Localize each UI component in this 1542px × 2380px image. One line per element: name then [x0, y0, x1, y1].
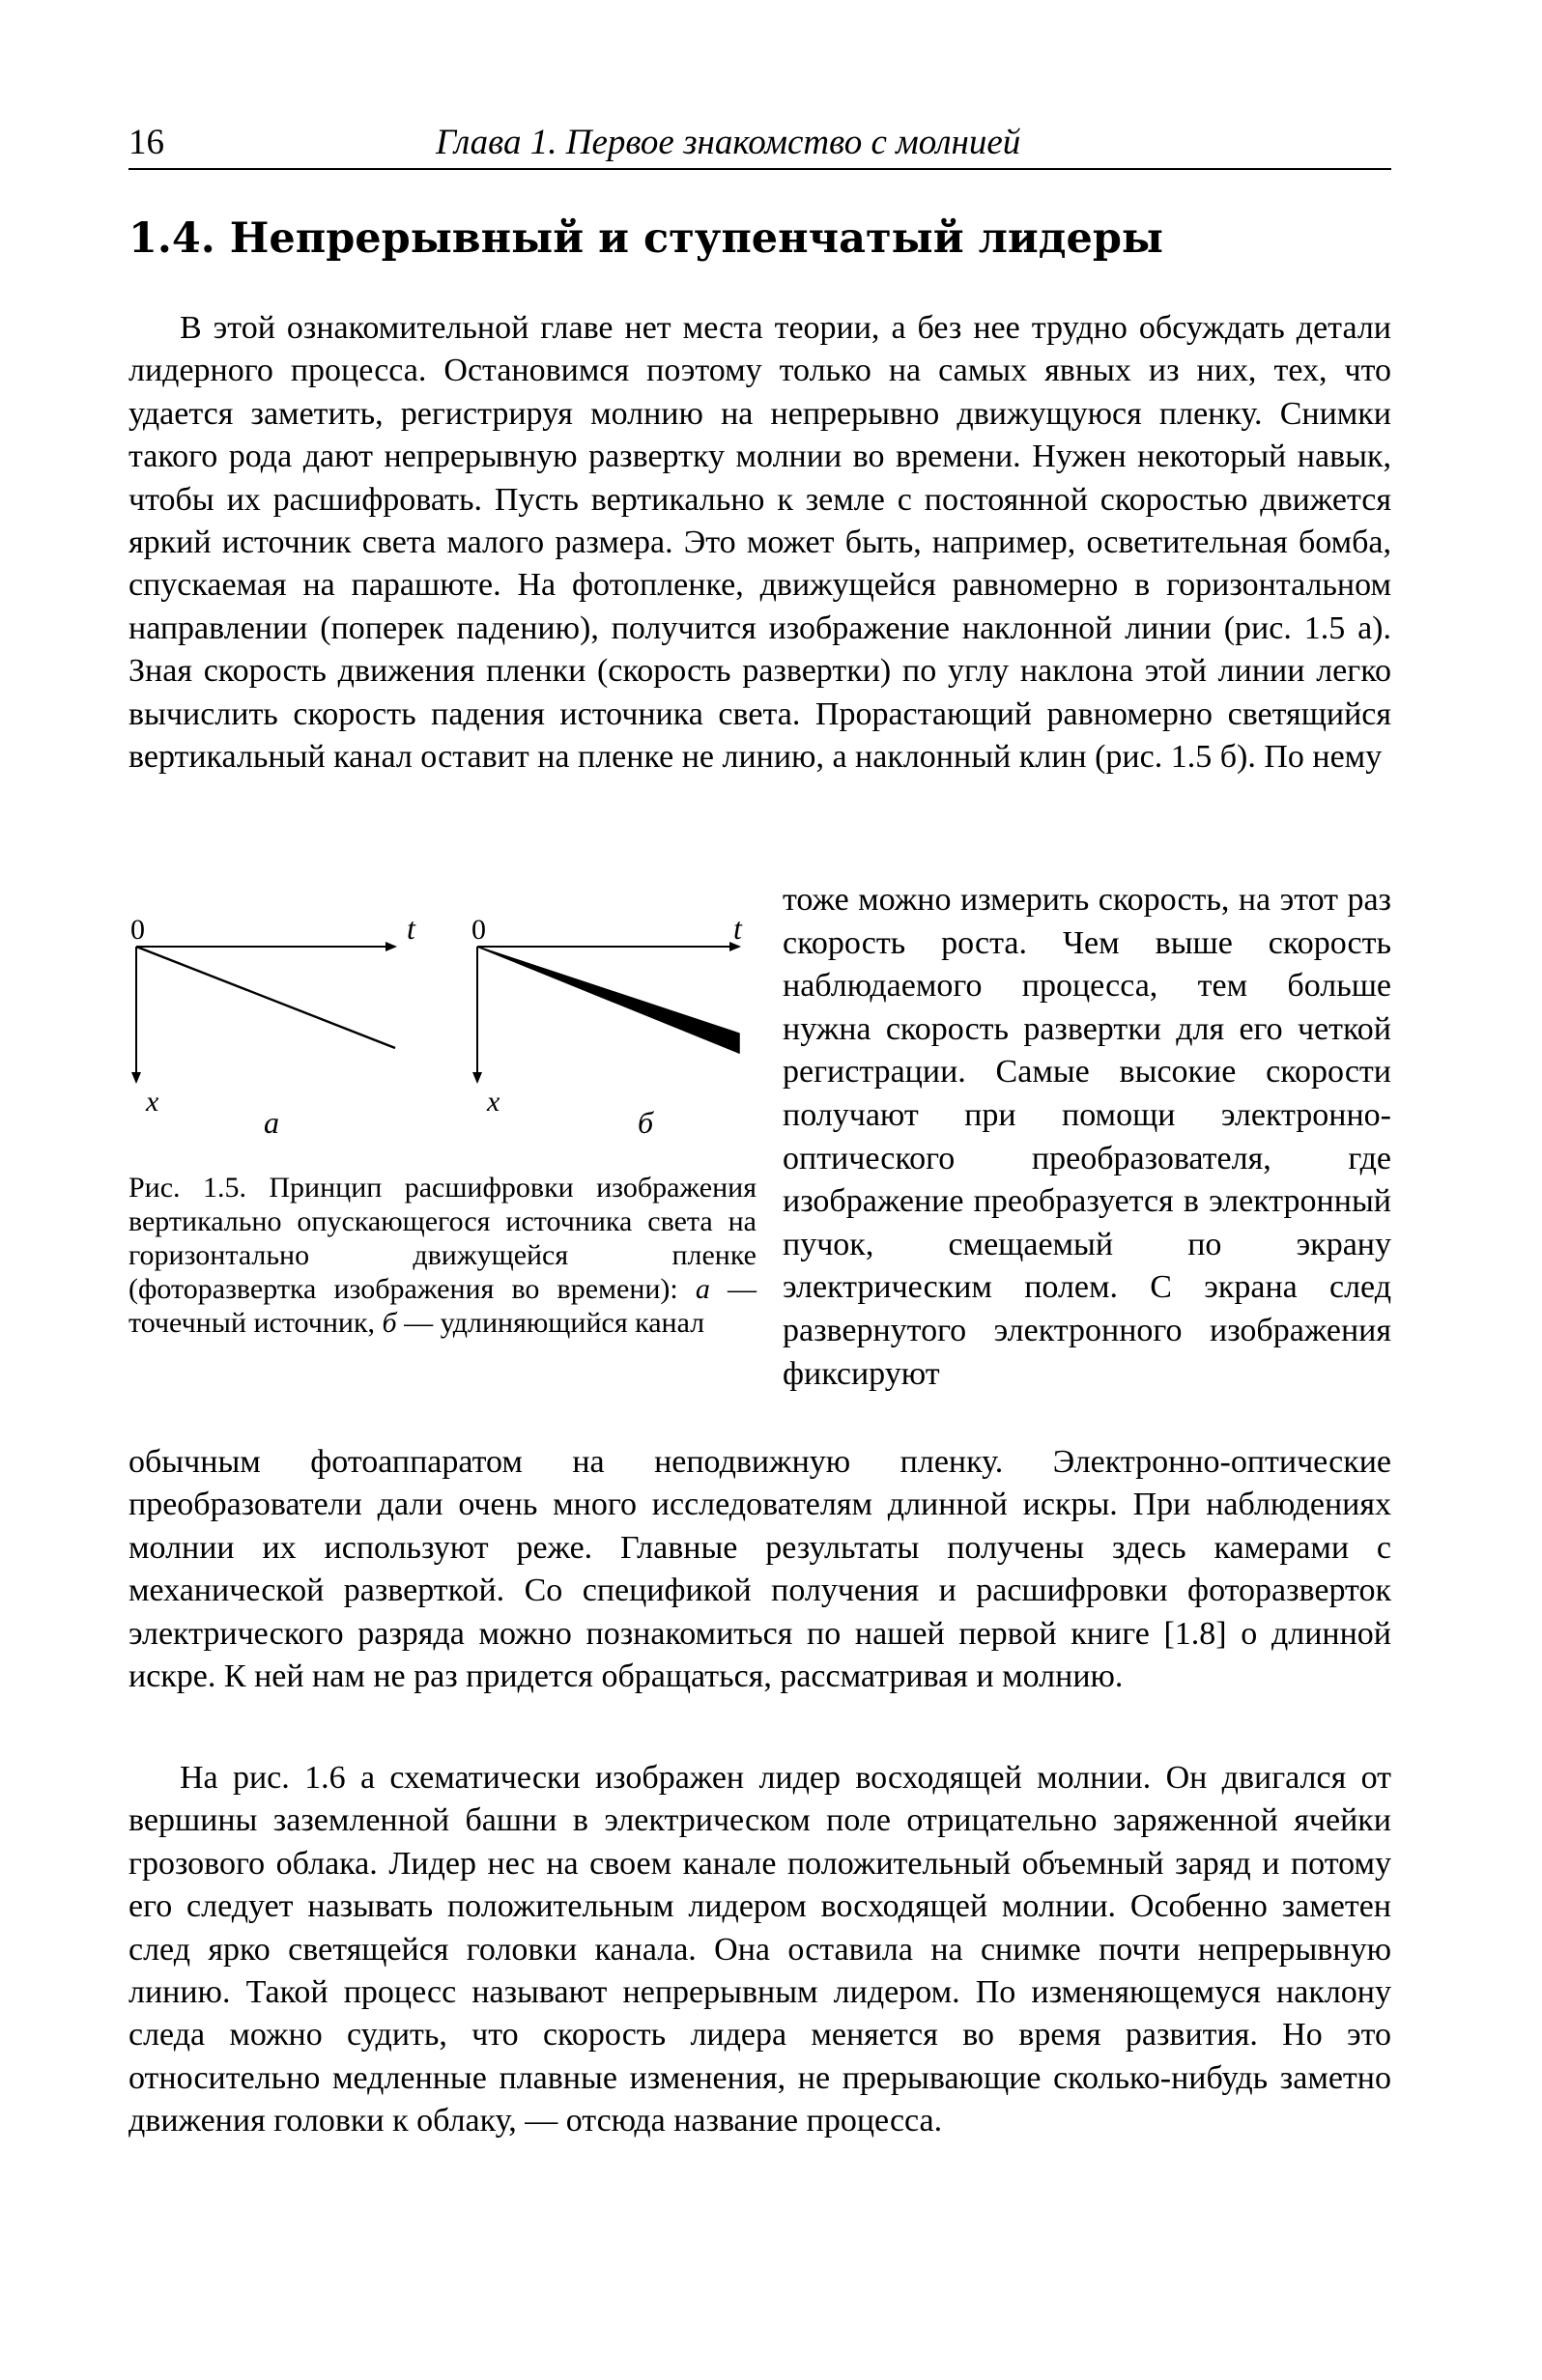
caption-a-text: — точечный источник, [128, 1273, 757, 1339]
panel-a-t-label: t [407, 918, 415, 946]
panel-b-x-label: x [487, 1086, 500, 1118]
panel-b [471, 918, 743, 1140]
figure-1-5 [128, 918, 757, 1339]
figure-caption [128, 1171, 757, 1340]
panel-b-trace-wedge [477, 947, 739, 1053]
caption-letter-b: б [382, 1307, 397, 1339]
figure-diagram [128, 918, 757, 1159]
panel-b-t-label: t [733, 918, 742, 946]
paragraph-side: тоже можно измерить скорость, на этот раз скорость роста. Чем выше скорость наблюдаемого процесса, тем больше нужна скорость развертки для его четкой регистрации. Самые высокие скорости получают при помощи электронно-оптического преобразователя, где изображение преобразуется в электронный пучок, смещаемый по экрану электрическим полем. С экрана след развернутого электронного изображения фиксируют [783, 882, 1391, 1392]
panel-a-origin-label: 0 [130, 918, 145, 946]
page-number: 16 [128, 123, 164, 162]
panel-a-x-label: x [146, 1086, 159, 1118]
paragraph-2: обычным фотоаппаратом на неподвижную пленку. Электронно-оптические преобразователи дали очень много исследователям длинной искры. При наблюдениях молнии их используют реже. Главные результаты получены здесь камерами с механической разверткой. Со спецификой получения и расшифровки фоторазверток электрического разряда можно познакомиться по нашей первой книге [1.8] о длинной искре. К ней нам не раз придется обращаться, рассматривая и молнию. [128, 1444, 1391, 1695]
panel-b-origin-label: 0 [471, 918, 486, 946]
caption-main: Рис. 1.5. Принцип расшифровки изображения вертикально опускающегося источника света на горизонтально движущейся пленке (фоторазвертка изображения во времени): [128, 1172, 757, 1305]
panel-a [130, 918, 416, 1140]
paragraph-3: На рис. 1.6 а схематически изображен лидер восходящей молнии. Он двигался от вершины заземленной башни в электрическом поле отрицательно заряженной ячейки грозового облака. Лидер нес на своем канале положительный объемный заряд и потому его следует называть положительным лидером восходящей молнии. Особенно заметен след ярко светящейся головки канала. Она оставила на снимке почти непрерывную линию. Такой процесс называют непрерывным лидером. По изменяющемуся наклону следа можно судить, что скорость лидера меняется во время развития. Но это относительно медленные плавные изменения, не прерывающие сколько-нибудь заметно движения головки к облаку, — отсюда название процесса. [128, 1760, 1391, 2139]
caption-letter-a: а [695, 1273, 710, 1305]
paragraph-1: В этой ознакомительной главе нет места теории, а без нее трудно обсуждать детали лидерного процесса. Остановимся поэтому только на самых явных из них, тех, что удается заметить, регистрируя молнию на непрерывно движущуюся пленку. Снимки такого рода дают непрерывную развертку молнии во времени. Нужен некоторый навык, чтобы их расшифровать. Пусть вертикально к земле с постоянной скоростью движется яркий источник света малого размера. Это может быть, например, осветительная бомба, спускаемая на парашюте. На фотопленке, движущейся равномерно в горизонтальном направлении (поперек падению), получится изображение наклонной линии (рис. 1.5 а). Зная скорость движения пленки (скорость развертки) по углу наклона этой линии легко вычислить скорость падения источника света. Прорастающий равномерно светящийся вертикальный канал оставит на пленке не линию, а наклонный клин (рис. 1.5 б). По нему [128, 310, 1391, 776]
caption-b-text: — удлиняющийся канал [396, 1307, 705, 1339]
page-header [128, 114, 1391, 170]
panel-a-letter: а [264, 1105, 279, 1140]
running-title: Глава 1. Первое знакомство с молнией [436, 123, 1021, 162]
section-title: 1.4. Непрерывный и ступенчатый лидеры [128, 214, 1163, 263]
panel-a-trace-line [136, 947, 395, 1048]
panel-b-letter: б [638, 1105, 654, 1140]
